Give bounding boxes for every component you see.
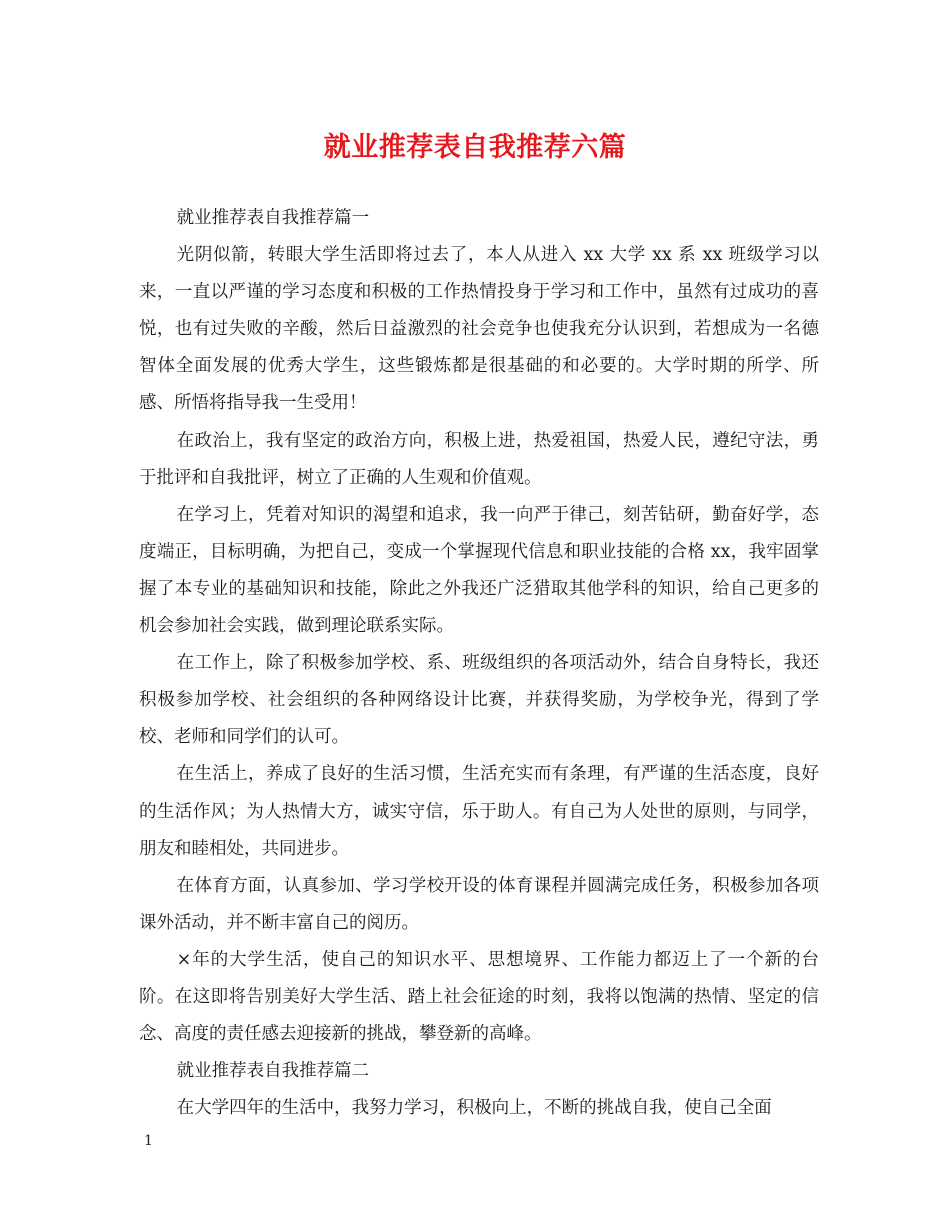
- paragraph: 光阴似箭，转眼大学生活即将过去了，本人从进入 xx 大学 xx 系 xx 班级学习以来，一直以严谨的学习态度和积极的工作热情投身于学习和工作中，虽然有过成功的喜悦，也有过失败的辛酸，然后日益激烈的社会竞争也使我充分认识到，若想成为一名德智体全面发展的优秀大学生，这些锻炼都是很基础的和必要的。大学时期的所学、所感、所悟将指导我一生受用！: [139, 245, 819, 414]
- paragraph: ×年的大学生活，使自己的知识水平、思想境界、工作能力都迈上了一个新的台阶。在这即将告别美好大学生活、踏上社会征途的时刻，我将以饱满的热情、坚定的信念、高度的责任感去迎接新的挑战，攀登新的高峰。: [139, 949, 819, 1045]
- paragraph: 在工作上，除了积极参加学校、系、班级组织的各项活动外，结合自身特长，我还积极参加学校、社会组织的各种网络设计比赛，并获得奖励，为学校争光，得到了学校、老师和同学们的认可。: [139, 653, 819, 748]
- document-body: [139, 200, 819, 1127]
- page-number: 1: [144, 1133, 153, 1149]
- paragraph: 在学习上，凭着对知识的渴望和追求，我一向严于律己，刻苦钻研，勤奋好学，态度端正，目标明确，为把自己，变成一个掌握现代信息和职业技能的合格 xx，我牢固掌握了本专业的基础知识和技能，除此之外我还广泛猎取其他学科的知识，给自己更多的机会参加社会实践，做到理论联系实际。: [139, 504, 819, 637]
- paragraph: 在大学四年的生活中，我努力学习，积极向上，不断的挑战自我，使自己全面: [176, 1098, 772, 1119]
- paragraph: 在政治上，我有坚定的政治方向，积极上进，热爱祖国，热爱人民，遵纪守法，勇于批评和自我批评，树立了正确的人生观和价值观。: [139, 430, 819, 488]
- paragraph: 在生活上，养成了良好的生活习惯，生活充实而有条理，有严谨的生活态度，良好的生活作风；为人热情大方，诚实守信，乐于助人。有自己为人处世的原则，与同学，朋友和睦相处，共同进步。: [139, 764, 819, 859]
- section-heading-2: 就业推荐表自我推荐篇二: [176, 1061, 370, 1082]
- document-title: 就业推荐表自我推荐六篇: [323, 132, 627, 163]
- section-heading-1: 就业推荐表自我推荐篇一: [176, 208, 370, 228]
- paragraph: 在体育方面，认真参加、学习学校开设的体育课程并圆满完成任务，积极参加各项课外活动，并不断丰富自己的阅历。: [139, 875, 819, 933]
